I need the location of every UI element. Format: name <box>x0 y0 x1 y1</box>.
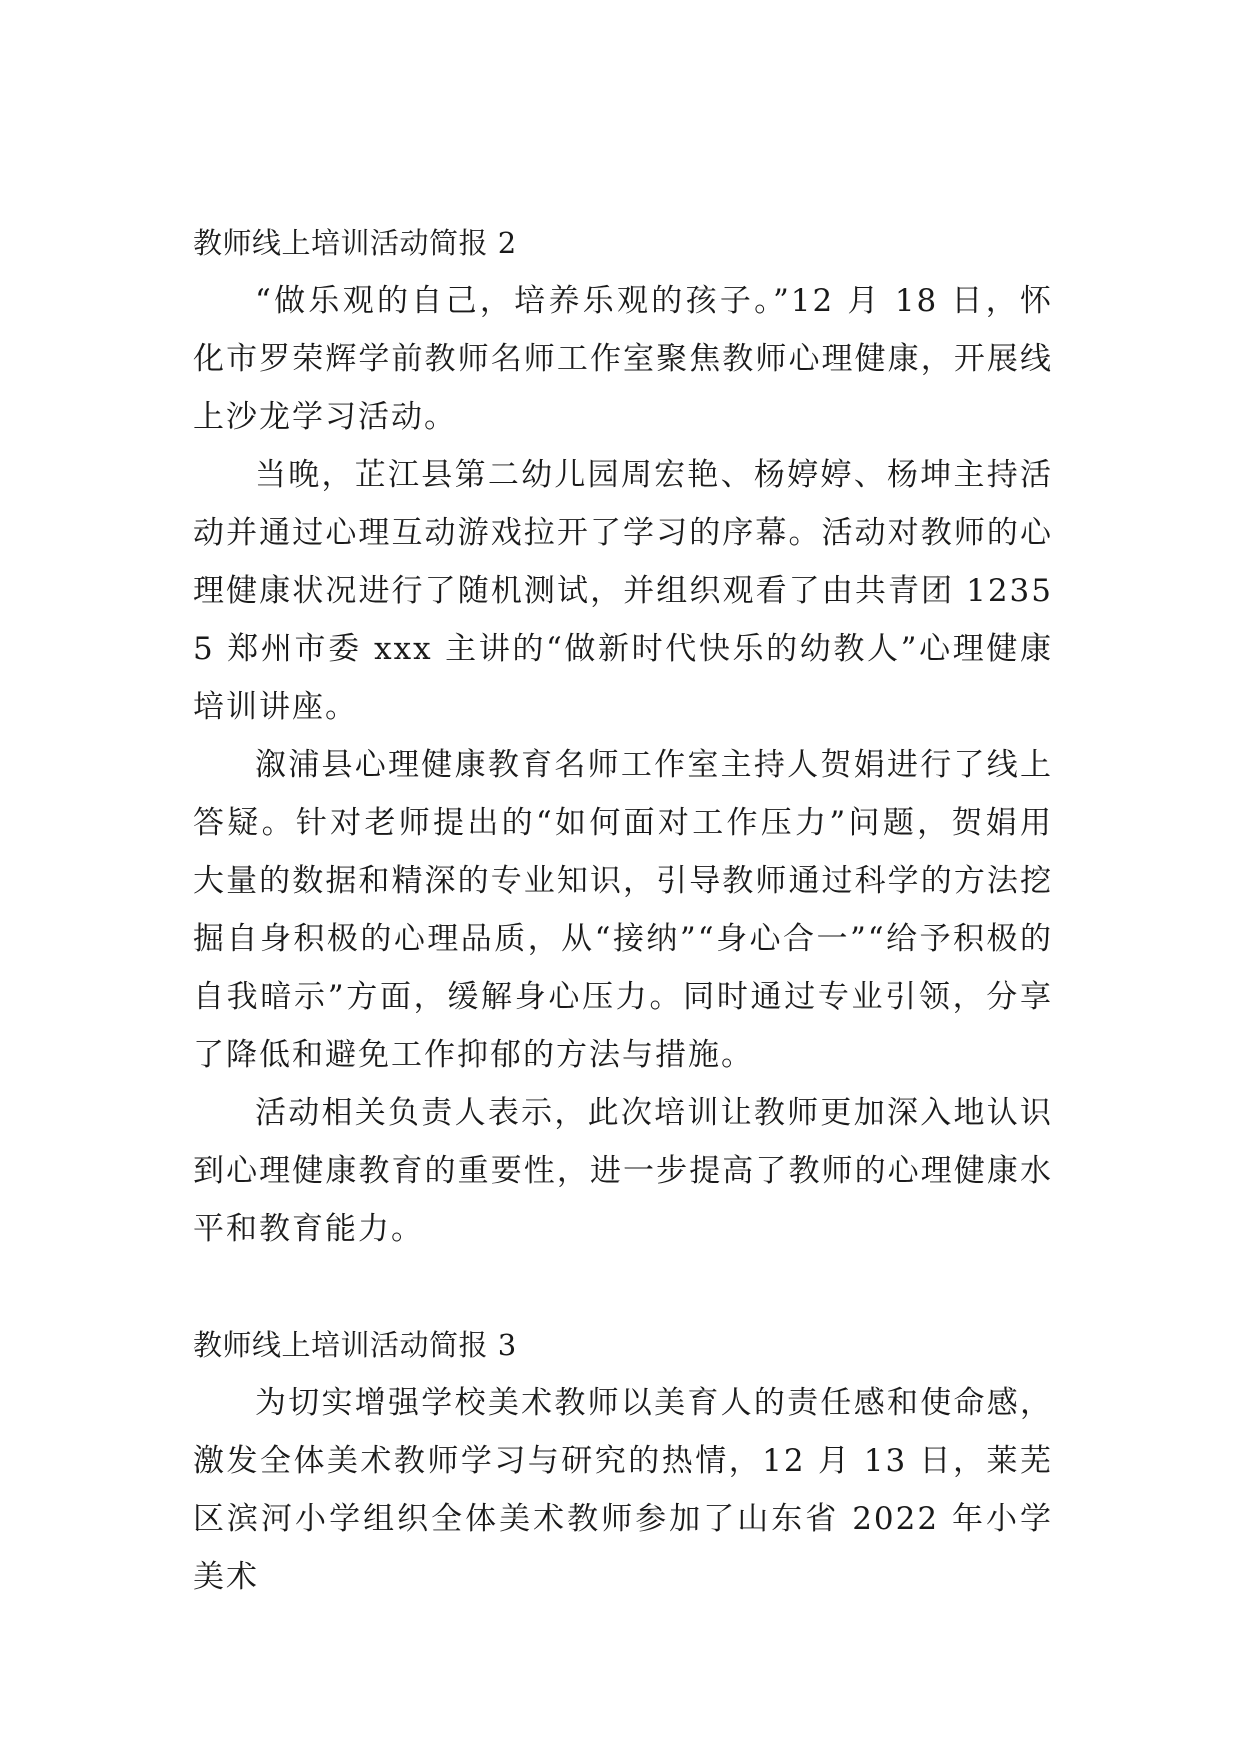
paragraph: 溆浦县心理健康教育名师工作室主持人贺娟进行了线上答疑。针对老师提出的“如何面对工作压力”问题，贺娟用大量的数据和精深的专业知识，引导教师通过科学的方法挖掘自身积极的心理品质，从“接纳”“身心合一”“给予积极的自我暗示”方面，缓解身心压力。同时通过专业引领，分享了降低和避免工作抑郁的方法与措施。 <box>193 747 1053 1073</box>
paragraph: 为切实增强学校美术教师以美育人的责任感和使命感，激发全体美术教师学习与研究的热情，12 月 13 日，莱芜区滨河小学组织全体美术教师参加了山东省 2022 年小学美术 <box>193 1385 1053 1595</box>
paragraph: 当晚，芷江县第二幼儿园周宏艳、杨婷婷、杨坤主持活动并通过心理互动游戏拉开了学习的序幕。活动对教师的心理健康状况进行了随机测试，并组织观看了由共青团 12355 郑州市委 xxx 主讲的“做新时代快乐的幼教人”心理健康培训讲座。 <box>193 457 1053 725</box>
section-spacer <box>193 1258 1053 1316</box>
paragraph: 活动相关负责人表示，此次培训让教师更加深入地认识到心理健康教育的重要性，进一步提高了教师的心理健康水平和教育能力。 <box>193 1095 1053 1247</box>
document-body <box>193 214 1053 1606</box>
section-title: 教师线上培训活动简报 3 <box>193 1328 517 1362</box>
paragraph: “做乐观的自己，培养乐观的孩子。”12 月 18 日，怀化市罗荣辉学前教师名师工作室聚焦教师心理健康，开展线上沙龙学习活动。 <box>193 283 1053 435</box>
section-title: 教师线上培训活动简报 2 <box>193 226 517 260</box>
